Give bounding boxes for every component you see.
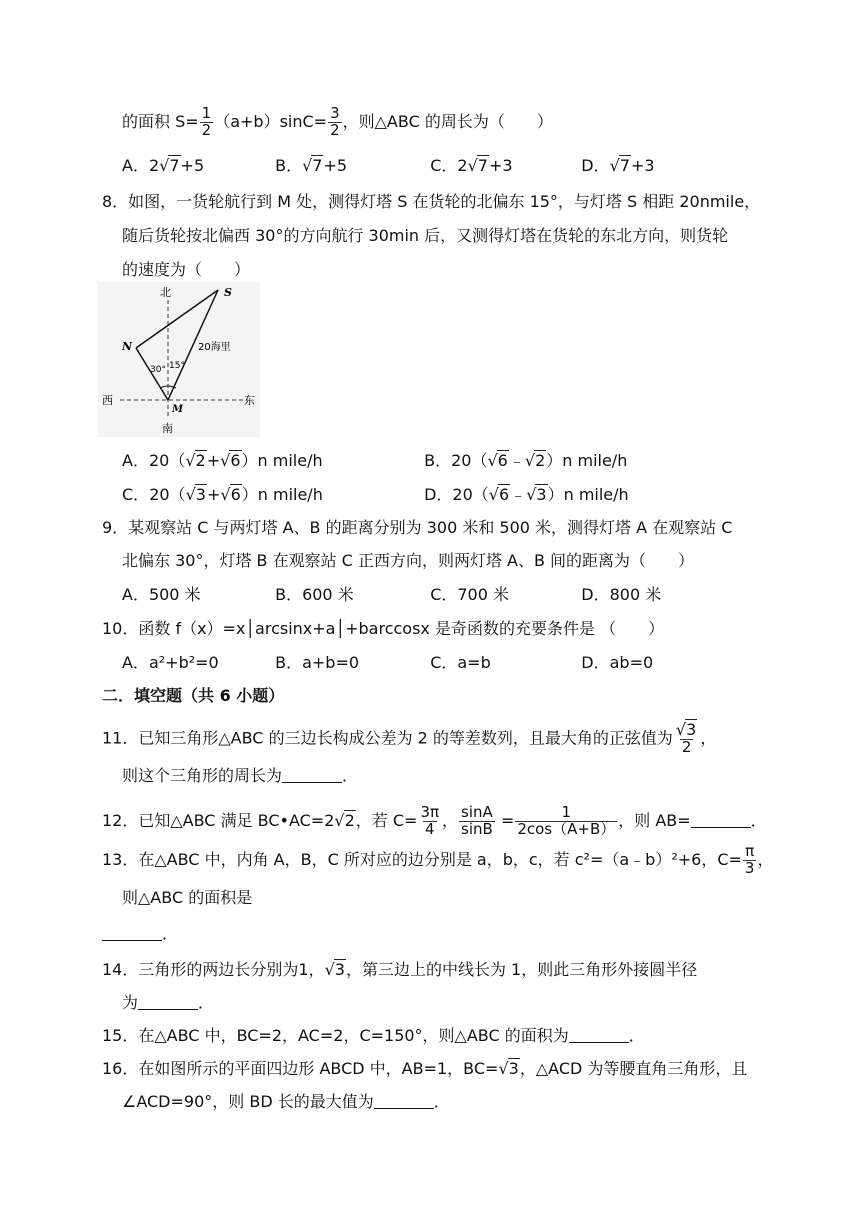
label-distance: 20海里 [198,342,231,353]
q8-option-b: B．20（√6﹣√2）n mile/h [424,451,628,470]
label-N: N [122,340,133,353]
q8-options-row-1 [122,450,627,470]
q14-line-1: 14．三角形的两边长分别为1，√3，第三边上的中线长为 1，则此三角形外接圆半径 [102,960,698,979]
label-west: 西 [102,394,113,407]
q10-option-a: A．a²+b²=0 [122,653,219,672]
q10-option-d: D．ab=0 [581,653,654,672]
fraction: $\frac{1}{2}$ [201,104,212,139]
q7-option-d: D．√7+3 [581,156,655,175]
q9-option-c: C．700 米 [430,585,509,604]
q8-option-d: D．20（√6﹣√3）n mile/h [424,485,629,504]
fraction: $\frac{3\pi}{4}$ [420,803,440,838]
fraction: $\frac{1}{2\cos(A+B)}$ [517,803,616,838]
q8-line-3: 的速度为（ ） [122,260,251,279]
q8-line-2: 随后货轮按北偏西 30°的方向航行 30min 后，又测得灯塔在货轮的东北方向，则货轮 [122,226,729,245]
q8-option-a: A．20（√2+√6）n mile/h [122,451,323,470]
q10-options [122,653,653,672]
q15-line: 15．在△ABC 中，BC=2，AC=2，C=150°，则△ABC 的面积为 ． [102,1026,645,1045]
q12-line: 12．已知△ABC 满足 BC•AC=2√2，若 C= $\frac{3\pi}{4}$ ， $\frac{\sin A}{\sin B}$ = $\frac{1}{2\cos(A+B)}$ ，则 AB= ． [102,803,767,838]
label-angle-30: 30° [150,365,166,375]
q8-figure [98,282,260,437]
q10-option-c: C．a=b [430,653,491,672]
answer-blank[interactable] [374,1092,434,1109]
q13-line-2: 则△ABC 的面积是 [122,888,253,907]
q8-option-c: C．20（√3+√6）n mile/h [122,485,323,504]
q8-options-row-2 [122,484,629,504]
q16-line-1: 16．在如图所示的平面四边形 ABCD 中，AB=1，BC=√3，△ACD 为等腰直角三角形，且 [102,1059,748,1078]
label-east: 东 [244,394,255,407]
label-angle-15: 15° [169,361,185,371]
q11-line-2: 则这个三角形的周长为 ． [122,766,359,785]
q7-option-b: B．√7+5 [275,156,348,175]
q9-option-b: B．600 米 [275,585,354,604]
label-S: S [224,286,232,299]
q9-options [122,585,661,604]
q7-option-a: A．2√7+5 [122,156,205,175]
q13-line-1: 13．在△ABC 中，内角 A，B，C 所对应的边分别是 a，b，c，若 c²=（a﹣b）²+6，C= $\frac{\pi}{3}$ ， [102,842,774,877]
answer-blank[interactable] [138,993,198,1010]
q7-option-c: C．2√7+3 [430,156,513,175]
q9-option-d: D．800 米 [581,585,662,604]
q14-line-2: 为 ． [122,993,215,1012]
q10-line-1: 10．函数 f（x）=x│arcsinx+a│+barccosx 是奇函数的充要条件是 （ ） [102,619,665,638]
section-header: 二．填空题（共 6 小题） [102,686,285,705]
answer-blank[interactable] [569,1026,629,1043]
q11-line-1: 11．已知三角形△ABC 的三边长构成公差为 2 的等差数列，且最大角的正弦值为 $\frac{√3}{2}$ ， [102,720,717,756]
q7-options [122,155,655,175]
q9-line-2: 北偏东 30°，灯塔 B 在观察站 C 正西方向，则两灯塔 A、B 间的距离为（ ） [122,551,695,570]
answer-blank[interactable] [691,811,751,828]
q16-line-2: ∠ACD=90°，则 BD 长的最大值为 ． [122,1092,450,1111]
q13-line-3: ． [102,924,178,943]
q8-line-1: 8．如图，一货轮航行到 M 处，测得灯塔 S 在货轮的北偏东 15°，与灯塔 S 相距 20nmile， [102,192,761,211]
fraction: $\frac{3}{2}$ [330,104,340,139]
label-south: 南 [162,422,173,435]
fraction: $\frac{\sin A}{\sin B}$ [461,803,493,838]
fraction: $\frac{√3}{2}$ [675,720,697,756]
label-north: 北 [160,286,171,299]
q9-line-1: 9．某观察站 C 与两灯塔 A、B 的距离分别为 300 米和 500 米，测得灯塔 A 在观察站 C [102,518,733,537]
answer-blank[interactable] [282,766,342,783]
fraction: $\frac{\pi}{3}$ [744,842,755,877]
q10-option-b: B．a+b=0 [275,653,360,672]
q7-stem: 的面积 S= $\frac{1}{2}$ （a+b）sinC= $\frac{3}{2}$ ，则△ABC 的周长为（ ） [122,104,553,139]
label-M: M [172,404,184,415]
answer-blank[interactable] [102,924,162,941]
q9-option-a: A．500 米 [122,585,201,604]
